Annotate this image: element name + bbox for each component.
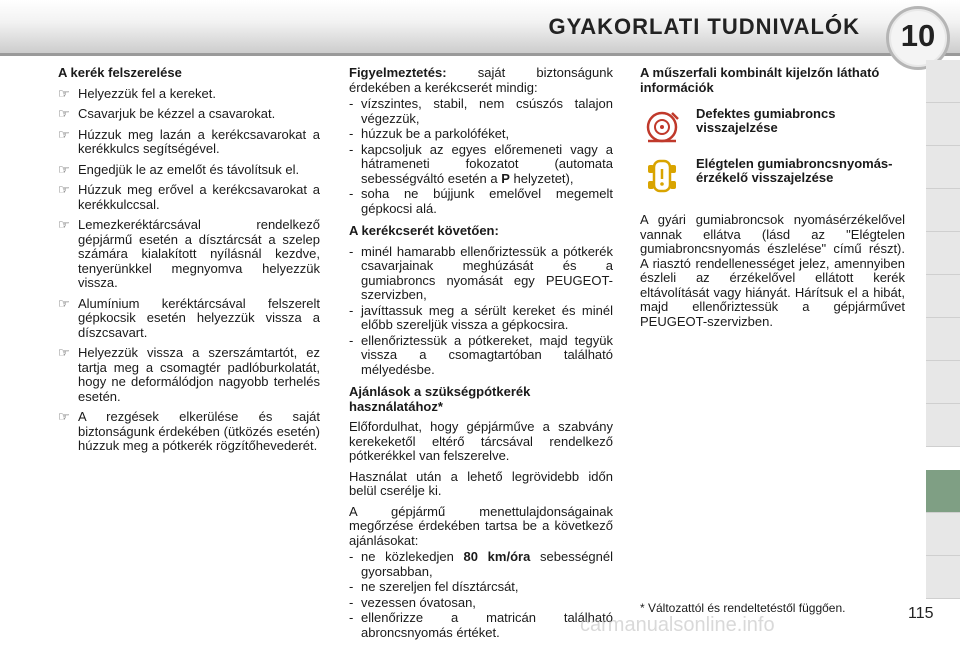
list-item: - javíttassuk meg a sérült kereket és minél előbb szereljük vissza a gépkocsira. bbox=[349, 302, 613, 332]
list-item: - ne szereljen fel dísztárcsát, bbox=[349, 579, 519, 594]
section-heading: A műszerfali kombinált kijelzőn látható információk bbox=[640, 65, 880, 95]
list-item: - kapcsoljuk az egyes előremeneti vagy a hátrameneti fokozatot (automata sebességváltó esetén a P helyzetet), bbox=[349, 141, 613, 186]
hand-pointer-icon: ☞ bbox=[58, 345, 70, 360]
list-item: ☞ Lemezkeréktárcsával rendelkező gépjármű esetén a dísztárcsát a szelep számára kialakított nyílásnál kezdve, tenyerünkkel megnyomva helyezzük vissza. bbox=[58, 217, 320, 290]
chapter-tab[interactable] bbox=[926, 404, 960, 447]
list-item: - ellenőrizze a matricán található abroncsnyomás értéket. bbox=[349, 610, 613, 640]
section-heading: Ajánlások a szükségpótkerék használatához* bbox=[349, 384, 531, 414]
list-item: ☞ A rezgések elkerülése és saját biztonságunk érdekében (ütközés esetén) húzzuk meg a pótkerék rögzítőhevederét. bbox=[58, 409, 320, 453]
chapter-tab[interactable] bbox=[926, 103, 960, 146]
list-item: - húzzuk be a parkolóféket, bbox=[349, 126, 510, 141]
chapter-tab[interactable] bbox=[926, 275, 960, 318]
list-item: ☞ Húzzuk meg lazán a kerékcsavarokat a kerékkulcs segítségével. bbox=[58, 126, 320, 156]
column-dashboard-info bbox=[640, 66, 905, 335]
list-item: - vezessen óvatosan, bbox=[349, 594, 476, 610]
indicator-label: Defektes gumiabroncs visszajelzése bbox=[696, 106, 836, 135]
hand-pointer-icon: ☞ bbox=[58, 85, 70, 101]
hand-pointer-icon: ☞ bbox=[58, 409, 70, 424]
chapter-tab[interactable] bbox=[926, 513, 960, 556]
list-item: ☞ Alumínium keréktárcsával felszerelt gépkocsik esetén helyezzük vissza a díszcsavart. bbox=[58, 295, 320, 340]
chapter-tab[interactable] bbox=[926, 232, 960, 275]
list-item: ☞ Húzzuk meg erővel a kerékcsavarokat a kerékkulccsal. bbox=[58, 182, 320, 212]
footnote: * Változattól és rendeltetéstől függően. bbox=[640, 601, 846, 615]
section-heading: A kerék felszerelése bbox=[58, 65, 182, 80]
chapter-tab[interactable] bbox=[926, 556, 960, 599]
chapter-tabs bbox=[926, 60, 960, 640]
hand-pointer-icon: ☞ bbox=[58, 126, 70, 142]
pressure-sensor-warning-icon bbox=[642, 157, 682, 197]
header-divider bbox=[0, 53, 960, 56]
flat-tyre-warning-icon bbox=[642, 107, 682, 147]
after-change-list bbox=[349, 245, 613, 378]
chapter-tab[interactable] bbox=[926, 60, 960, 103]
list-item: - ne közlekedjen 80 km/óra sebességnél gyorsabban, bbox=[349, 549, 614, 579]
paragraph: A gépjármű menettulajdonságainak megőrzése érdekében tartsa be a következő ajánlásokat: bbox=[349, 503, 613, 548]
chapter-tab-active[interactable] bbox=[926, 470, 960, 513]
hand-pointer-icon: ☞ bbox=[58, 182, 70, 197]
page-title: GYAKORLATI TUDNIVALÓK bbox=[548, 14, 860, 39]
watermark: carmanualsonline.info bbox=[580, 614, 775, 636]
indicator-row bbox=[640, 107, 905, 153]
chapter-tab[interactable] bbox=[926, 189, 960, 232]
hand-pointer-icon: ☞ bbox=[58, 217, 70, 232]
paragraph: Előfordulhat, hogy gépjárműve a szabvány kerekeketől eltérő tárcsával rendelkező pótkerékkel van felszerelve. bbox=[349, 419, 613, 463]
hand-pointer-icon: ☞ bbox=[58, 106, 70, 121]
column-wheel-fitting bbox=[58, 66, 320, 460]
list-item: ☞ Csavarjuk be kézzel a csavarokat. bbox=[58, 106, 276, 121]
list-item: - vízszintes, stabil, nem csúszós talajon végezzük, bbox=[349, 96, 613, 126]
gear-letter: P bbox=[501, 170, 510, 186]
list-item: - ellenőriztessük a pótkereket, majd tegyük vissza a csomagtartóban található mélyedésbe. bbox=[349, 332, 613, 377]
speed-limit: 80 km/óra bbox=[463, 549, 531, 564]
warning-list bbox=[349, 97, 613, 216]
hand-pointer-icon: ☞ bbox=[58, 161, 70, 177]
indicator-row bbox=[640, 157, 905, 209]
instruction-list bbox=[58, 87, 320, 454]
warning-label: Figyelmeztetés: bbox=[349, 65, 447, 80]
indicator-label: Elégtelen gumiabroncsnyomás-érzékelő visszajelzése bbox=[696, 156, 893, 185]
page-number: 115 bbox=[908, 605, 934, 622]
list-item: ☞ Engedjük le az emelőt és távolítsuk el. bbox=[58, 161, 300, 177]
chapter-tab[interactable] bbox=[926, 361, 960, 404]
list-item: ☞ Helyezzük vissza a szerszámtartót, ez tartja meg a csomagtér padlóburkolatát, hogy ne deformálódjon nagyobb terhelés esetén. bbox=[58, 345, 320, 404]
paragraph: Használat után a lehető legrövidebb időn belül cserélje ki. bbox=[349, 468, 613, 498]
section-heading: A kerékcserét követően: bbox=[349, 223, 499, 238]
column-warnings bbox=[349, 66, 613, 648]
paragraph: A gyári gumiabroncsok nyomásérzékelővel vannak ellátva (lásd az "Elégtelen gumiabroncsnyomás észlelése" című részt). A riasztó rendellenességet jelez, amennyiben észleli az érzékelővel ellátott kerék eltávolítását vagy hiányát. Hárítsuk el a hibát, majd ellenőriztessük a gépjárművet PEUGEOT-szervizben. bbox=[640, 212, 905, 329]
list-item: - soha ne bújjunk emelővel megemelt gépkocsi alá. bbox=[349, 186, 613, 216]
hand-pointer-icon: ☞ bbox=[58, 295, 70, 311]
recommendation-list bbox=[349, 550, 613, 640]
list-item: - minél hamarabb ellenőriztessük a pótkerék csavarjainak meghúzását és a gumiabroncs nyomását egy PEUGEOT-szervizben, bbox=[349, 243, 613, 302]
list-item: ☞ Helyezzük fel a kereket. bbox=[58, 85, 217, 101]
warning-paragraph bbox=[349, 66, 613, 95]
chapter-tab[interactable] bbox=[926, 146, 960, 189]
chapter-tab[interactable] bbox=[926, 318, 960, 361]
warning-text: saját biztonságunk érdekében a kerékcserét mindig: bbox=[349, 65, 613, 95]
chapter-number: 10 bbox=[900, 18, 936, 53]
